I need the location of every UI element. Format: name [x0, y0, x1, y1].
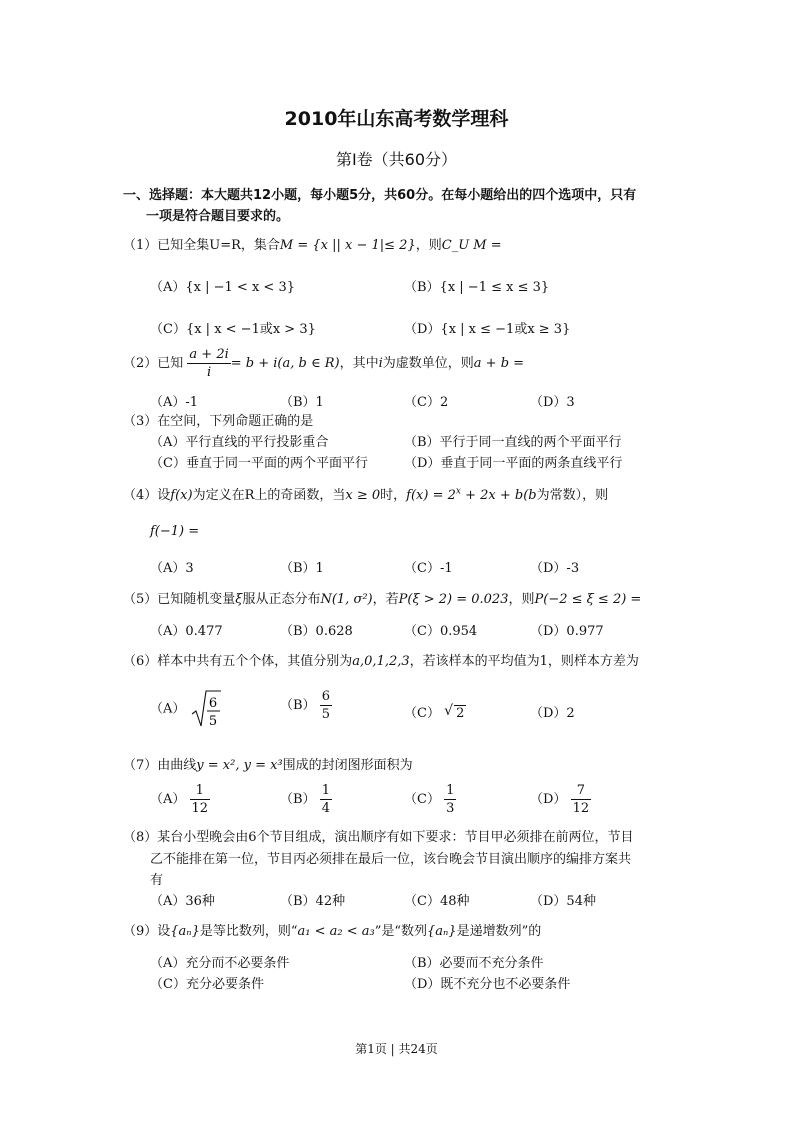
page-footer: 第1页 | 共24页 — [355, 1042, 438, 1056]
q9-math-ineq: a₁ < a₂ < a₃ — [297, 924, 375, 939]
q2-option-d: （D）3 — [530, 395, 575, 410]
q6-option-c-rad: 2 — [456, 706, 465, 721]
question-8-stem-line3: 有 — [150, 873, 164, 888]
q7-option-a-fraction — [190, 784, 211, 815]
q4-option-a: （A）3 — [150, 561, 194, 576]
q7-text-a: （7）由曲线 — [123, 758, 197, 773]
q2-math-eq: = b + i(a, b ∈ R) — [230, 356, 340, 371]
question-7-stem — [123, 754, 413, 773]
q4-option-d: （D）-3 — [530, 561, 580, 576]
q2-text-a: （2）已知 — [123, 356, 184, 371]
q2-option-c: （C）2 — [404, 395, 449, 410]
question-1-stem — [123, 234, 502, 253]
q6-text-a: （6）样本中共有五个个体，其值分别为 — [123, 654, 353, 669]
q4-math-fx: f(x) — [170, 488, 193, 503]
q6-option-b-fraction — [320, 690, 332, 721]
q1-text-a: （1）已知全集U=R，集合 — [123, 238, 280, 253]
q5-option-b: （B）0.628 — [280, 624, 353, 639]
q5-math-ask: P(−2 ≤ ξ ≤ 2) = — [534, 592, 642, 607]
q5-math-normal: N(1, σ²) — [320, 592, 373, 607]
q2-option-a: （A）-1 — [150, 395, 199, 410]
q6-option-a-num: 6 — [208, 696, 217, 711]
q9-math-seq: {aₙ} — [170, 924, 200, 939]
section-instruction-line2: 一项是符合题目要求的。 — [146, 209, 290, 224]
q4-option-c: （C）-1 — [404, 561, 453, 576]
q1-option-c: （C）{x | x < −1或x > 3} — [150, 322, 316, 337]
q6-option-b-num: 6 — [321, 689, 330, 704]
q7-option-c — [404, 784, 456, 815]
q6-option-b-den: 5 — [321, 707, 330, 722]
q7-option-b-fraction — [320, 784, 332, 815]
q4-math-fx-def: f(x) = 2 — [406, 488, 456, 503]
question-8-stem-line2: 乙不能排在第一位，节目丙必须排在最后一位，该台晚会节目演出顺序的编排方案共 — [150, 852, 632, 867]
q1-math-set: M = {x || x − 1|≤ 2} — [279, 238, 416, 253]
q7-option-d-fraction — [571, 784, 592, 815]
q5-math-xi: ξ — [235, 592, 243, 607]
q9-option-a: （A）充分而不必要条件 — [150, 956, 290, 971]
q7-option-c-fraction — [444, 784, 456, 815]
q7-option-b — [280, 784, 332, 815]
q7-option-c-den: 3 — [446, 801, 455, 816]
q9-option-c: （C）充分必要条件 — [150, 977, 264, 992]
q3-option-d: （D）垂直于同一平面的两条直线平行 — [404, 456, 623, 471]
question-9-stem — [123, 920, 541, 939]
q5-option-a: （A）0.477 — [150, 624, 223, 639]
q5-text-d: ，则 — [508, 592, 535, 607]
q6-option-a-den: 5 — [208, 714, 217, 729]
question-2-stem — [123, 348, 524, 379]
q9-text-d: 是递增数列”的 — [456, 924, 542, 939]
question-3-stem: （3）在空间，下列命题正确的是 — [123, 414, 314, 429]
q6-option-b-label: （B） — [280, 698, 316, 713]
q9-text-a: （9）设 — [123, 924, 171, 939]
q5-option-c: （C）0.954 — [404, 624, 478, 639]
q4-math-exp: x — [455, 486, 461, 497]
q3-option-a: （A）平行直线的平行投影重合 — [150, 435, 329, 450]
q7-option-d-den: 12 — [572, 801, 590, 816]
question-8-stem-line1: （8）某台小型晚会由6个节目组成，演出顺序有如下要求：节目甲必须排在前两位，节目 — [123, 830, 634, 845]
q1-option-b: （B）{x | −1 ≤ x ≤ 3} — [404, 280, 550, 295]
q2-math-sum: a + b = — [473, 356, 525, 371]
q6-option-c — [404, 702, 466, 721]
sqrt-two — [444, 703, 466, 721]
q7-option-b-num: 1 — [321, 783, 330, 798]
q4-math-rest: + 2x + b(b — [460, 488, 537, 503]
question-5-stem — [123, 588, 641, 607]
q6-option-a — [150, 688, 222, 730]
q4-option-b: （B）1 — [280, 561, 324, 576]
q4-text-d: 为常数），则 — [536, 488, 609, 503]
q6-math-values: a,0,1,2,3 — [352, 654, 410, 669]
q2-math-i: i — [378, 356, 383, 371]
sqrt-icon — [190, 688, 222, 730]
q6-text-b: ，若该样本的平均值为1，则样本方差为 — [409, 654, 639, 669]
q7-option-d-num: 7 — [571, 784, 592, 800]
q1-option-d: （D）{x | x ≤ −1或x ≥ 3} — [404, 322, 571, 337]
q2-text-b: ，其中 — [339, 356, 379, 371]
q7-math-curves: y = x², y = x³ — [196, 758, 283, 773]
q8-option-c: （C）48种 — [404, 894, 470, 909]
q7-option-d-label: （D） — [530, 792, 567, 807]
q5-text-a: （5）已知随机变量 — [123, 592, 236, 607]
q4-text-c: 时， — [380, 488, 407, 503]
q1-math-complement: C_U M = — [441, 238, 502, 253]
page-title: 2010年山东高考数学理科 — [284, 108, 509, 130]
q2-fraction-num: a + 2i — [189, 347, 229, 362]
q3-option-c: （C）垂直于同一平面的两个平面平行 — [150, 456, 368, 471]
q7-option-b-den: 4 — [321, 801, 330, 816]
q6-option-c-label: （C） — [404, 706, 440, 721]
q7-option-d — [530, 784, 591, 815]
q9-text-b: 是等比数列，则“ — [199, 924, 298, 939]
q7-option-c-label: （C） — [404, 792, 440, 807]
q9-option-d: （D）既不充分也不必要条件 — [404, 977, 571, 992]
q6-option-a-label: （A） — [150, 701, 186, 717]
page-subtitle: 第Ⅰ卷（共60分） — [335, 150, 458, 169]
q2-option-b: （B）1 — [280, 395, 324, 410]
q7-option-a-num: 1 — [190, 784, 211, 800]
q5-option-d: （D）0.977 — [530, 624, 604, 639]
q2-text-c: 为虚数单位，则 — [382, 356, 474, 371]
section-instruction-line1: 一、选择题：本大题共12小题，每小题5分，共60分。在每小题给出的四个选项中，只有 — [123, 188, 637, 203]
q7-option-b-label: （B） — [280, 792, 316, 807]
q3-option-b: （B）平行于同一直线的两个平面平行 — [404, 435, 622, 450]
q1-text-b: ，则 — [415, 238, 442, 253]
q6-option-d: （D）2 — [530, 706, 575, 721]
q7-text-b: 围成的封闭图形面积为 — [282, 758, 413, 773]
q9-option-b: （B）必要而不充分条件 — [404, 956, 544, 971]
question-4-stem — [123, 484, 608, 503]
q8-option-a: （A）36种 — [150, 894, 215, 909]
q7-option-a-den: 12 — [191, 801, 209, 816]
q9-math-seq2: {aₙ} — [427, 924, 457, 939]
q5-text-c: ，若 — [372, 592, 399, 607]
q9-text-c: ”是“数列 — [374, 924, 427, 939]
q5-math-prob: P(ξ > 2) = 0.023 — [398, 592, 509, 607]
q7-option-c-num: 1 — [446, 783, 455, 798]
q7-option-a-label: （A） — [150, 792, 186, 807]
q8-option-d: （D）54种 — [530, 894, 596, 909]
radical-icon: √ — [444, 703, 454, 719]
q5-text-b: 服从正态分布 — [242, 592, 321, 607]
q4-stem-line2: f(−1) = — [150, 524, 200, 539]
q6-option-b — [280, 690, 332, 721]
q1-option-a: （A）{x | −1 < x < 3} — [150, 280, 295, 295]
q2-fraction — [187, 348, 230, 379]
q4-text-b: 为定义在R上的奇函数，当 — [192, 488, 346, 503]
q4-text-a: （4）设 — [123, 488, 171, 503]
q8-option-b: （B）42种 — [280, 894, 346, 909]
q4-math-cond: x ≥ 0 — [345, 488, 381, 503]
q2-fraction-den: i — [207, 365, 212, 380]
question-6-stem — [123, 650, 639, 669]
q7-option-a — [150, 784, 210, 815]
